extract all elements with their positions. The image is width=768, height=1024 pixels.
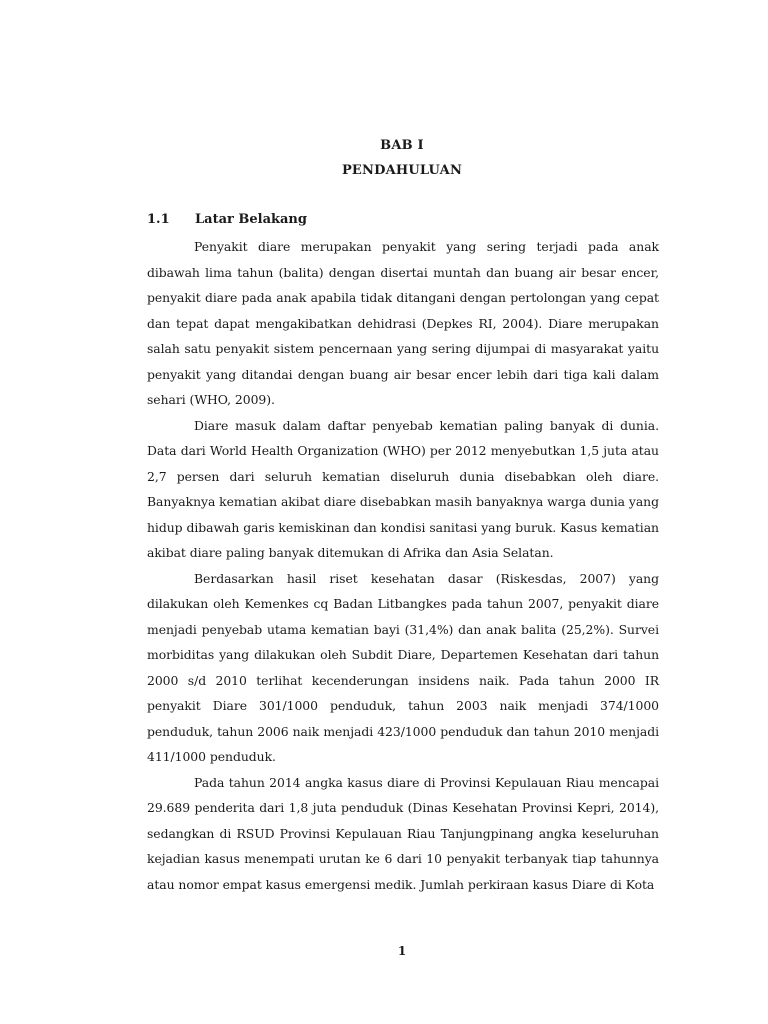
- page-number: 1: [397, 944, 407, 958]
- chapter-title: PENDAHULUAN: [341, 163, 463, 178]
- body-text: [147, 234, 659, 897]
- section-number: 1.1: [147, 212, 170, 227]
- section-heading: [147, 212, 657, 228]
- paragraph: Penyakit diare merupakan penyakit yang sering terjadi pada anak dibawah lima tahun (balita) dengan disertai muntah dan buang air besar encer, penyakit diare pada anak apabila tidak ditangani dengan pertolongan yang cepat dan tepat dapat mengakibatkan dehidrasi (Depkes RI, 2004). Diare merupakan salah satu penyakit sistem pencernaan yang sering dijumpai di masyarakat yaitu penyakit yang ditandai dengan buang air besar encer lebih dari tiga kali dalam sehari (WHO, 2009).: [147, 239, 659, 407]
- paragraph: Berdasarkan hasil riset kesehatan dasar (Riskesdas, 2007) yang dilakukan oleh Kemenkes cq Badan Litbangkes pada tahun 2007, penyakit diare menjadi penyebab utama kematian bayi (31,4%) dan anak balita (25,2%). Survei morbiditas yang dilakukan oleh Subdit Diare, Departemen Kesehatan dari tahun 2000 s/d 2010 terlihat kecenderungan insidens naik. Pada tahun 2000 IR penyakit Diare 301/1000 penduduk, tahun 2003 naik menjadi 374/1000 penduduk, tahun 2006 naik menjadi 423/1000 penduduk dan tahun 2010 menjadi 411/1000 penduduk.: [147, 570, 659, 764]
- paragraph: Pada tahun 2014 angka kasus diare di Provinsi Kepulauan Riau mencapai 29.689 penderita dari 1,8 juta penduduk (Dinas Kesehatan Provinsi Kepri, 2014), sedangkan di RSUD Provinsi Kepulauan Riau Tanjungpinang angka keseluruhan kejadian kasus menempati urutan ke 6 dari 10 penyakit terbanyak tiap tahunnya atau nomor empat kasus emergensi medik. Jumlah perkiraan kasus Diare di Kota: [147, 774, 659, 892]
- section-title: Latar Belakang: [195, 212, 307, 227]
- chapter-number: BAB I: [380, 138, 424, 153]
- paragraph: Diare masuk dalam daftar penyebab kematian paling banyak di dunia. Data dari World Health Organization (WHO) per 2012 menyebutkan 1,5 juta atau 2,7 persen dari seluruh kematian diseluruh dunia disebabkan oleh diare. Banyaknya kematian akibat diare disebabkan masih banyaknya warga dunia yang hidup dibawah garis kemiskinan dan kondisi sanitasi yang buruk. Kasus kematian akibat diare paling banyak ditemukan di Afrika dan Asia Selatan.: [147, 417, 659, 560]
